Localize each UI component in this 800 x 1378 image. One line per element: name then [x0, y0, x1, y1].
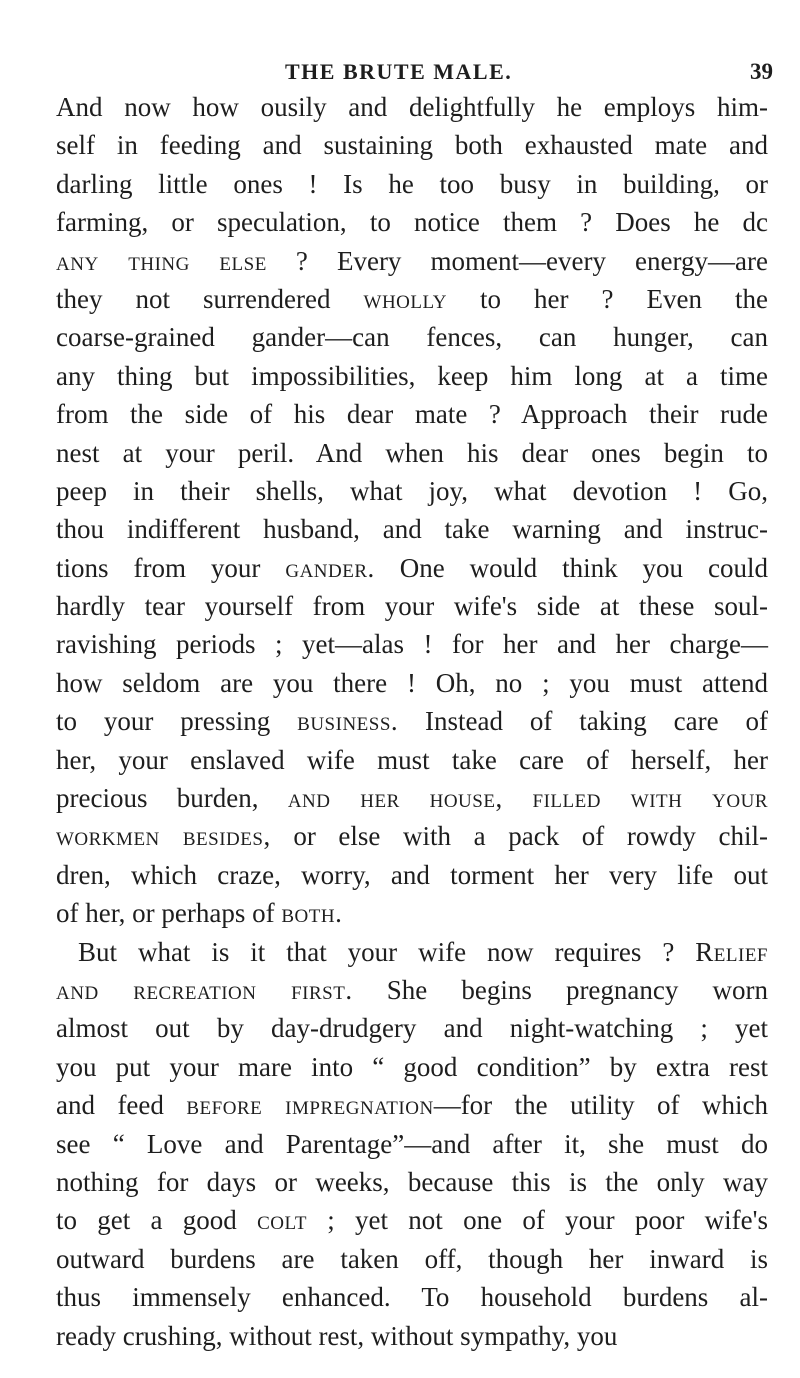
- small-caps-text: any thing else: [56, 245, 267, 276]
- text-line: [56, 165, 768, 203]
- text-run: of her, or perhaps of: [56, 898, 282, 929]
- text-run: ready crushing, without rest, without sympathy, you: [56, 1320, 618, 1351]
- text-line: [56, 1048, 768, 1086]
- text-line: [56, 242, 768, 280]
- text-run: hardly tear yourself from your wife's side at these soul-: [56, 591, 768, 622]
- text-line: [56, 1240, 768, 1278]
- text-line: [56, 779, 768, 817]
- text-run: thou indifferent husband, and take warning and instruc-: [56, 514, 768, 545]
- text-line: [56, 472, 768, 510]
- text-run: ? Every moment—every energy—are: [266, 245, 768, 276]
- text-line: [56, 625, 768, 663]
- text-run: dren, which craze, worry, and torment her very life out: [56, 859, 768, 890]
- text-run: tions from your: [56, 552, 286, 583]
- small-caps-text: business.: [297, 706, 399, 737]
- text-run: how seldom are you there ! Oh, no ; you must attend: [56, 667, 768, 698]
- body-text: [56, 88, 768, 1355]
- small-caps-text: Relief: [695, 936, 768, 967]
- text-line: [56, 894, 768, 932]
- text-line: [56, 971, 768, 1009]
- text-line: [56, 817, 768, 855]
- text-run: But what is it that your wife now requires ?: [78, 936, 696, 967]
- text-run: to your pressing: [56, 706, 298, 737]
- small-caps-text: colt: [257, 1205, 307, 1236]
- text-line: [56, 1125, 768, 1163]
- text-line: [56, 318, 768, 356]
- text-line: [56, 741, 768, 779]
- text-line: [56, 1009, 768, 1047]
- text-run: One would think you could: [374, 552, 768, 583]
- text-line: [56, 1278, 768, 1316]
- text-line: [56, 280, 768, 318]
- text-run: nest at your peril. And when his dear ones begin to: [56, 437, 768, 468]
- small-caps-text: gander.: [285, 552, 375, 583]
- text-run: And now how ousily and delightfully he employs him-: [56, 92, 768, 122]
- text-run: thus immensely enhanced. To household burdens al-: [56, 1282, 768, 1313]
- text-line: [56, 702, 768, 740]
- text-run: any thing but impossibilities, keep him long at a time: [56, 360, 768, 391]
- text-run: self in feeding and sustaining both exhausted mate and: [56, 130, 768, 161]
- text-run: ravishing periods ; yet—alas ! for her and her charge—: [56, 629, 768, 660]
- running-head-title: THE BRUTE MALE.: [285, 59, 513, 84]
- text-line: [56, 856, 768, 894]
- text-run: peep in their shells, what joy, what devotion ! Go,: [56, 475, 768, 506]
- text-line: [56, 587, 768, 625]
- small-caps-text: workmen besides,: [56, 821, 271, 852]
- small-caps-text: both.: [281, 898, 343, 929]
- text-line: [56, 510, 768, 548]
- text-run: precious burden,: [56, 783, 288, 814]
- text-run: and feed: [56, 1090, 187, 1121]
- text-run: —for the utility of which: [433, 1090, 768, 1121]
- text-run: see “ Love and Parentage”—and after it, she must do: [56, 1128, 768, 1159]
- running-head: [0, 52, 800, 92]
- text-run: ; yet not one of your poor wife's: [306, 1205, 768, 1236]
- text-line: [56, 1163, 768, 1201]
- text-run: Instead of taking care of: [398, 706, 768, 737]
- text-run: from the side of his dear mate ? Approach their rude: [56, 399, 768, 430]
- text-line: [56, 203, 768, 241]
- text-run: coarse-grained gander—can fences, can hunger, can: [56, 322, 768, 353]
- text-line: [56, 549, 768, 587]
- text-line: [56, 1086, 768, 1124]
- page-number: 39: [750, 59, 773, 84]
- text-run: to her ? Even the: [446, 283, 768, 314]
- small-caps-text: and her house, filled with your: [287, 783, 768, 814]
- text-run: to get a good: [56, 1205, 258, 1236]
- small-caps-text: before impregnation: [186, 1090, 434, 1121]
- text-run: farming, or speculation, to notice them ? Does he dc: [56, 207, 768, 238]
- text-run: her, your enslaved wife must take care of herself, her: [56, 744, 768, 775]
- small-caps-text: wholly: [363, 283, 447, 314]
- text-line: [56, 395, 768, 433]
- text-run: almost out by day-drudgery and night-watching ; yet: [56, 1013, 768, 1044]
- text-line: [56, 126, 768, 164]
- text-line: [56, 1201, 768, 1239]
- text-run: nothing for days or weeks, because this is the only way: [56, 1166, 768, 1197]
- text-line: [56, 434, 768, 472]
- text-run: they not surrendered: [56, 283, 364, 314]
- small-caps-text: and recreation first.: [56, 974, 353, 1005]
- text-line: [56, 933, 768, 971]
- text-run: She begins pregnancy worn: [352, 974, 768, 1005]
- text-run: or else with a pack of rowdy chil-: [270, 821, 768, 852]
- text-line: [56, 664, 768, 702]
- text-line: [56, 88, 768, 126]
- text-run: you put your mare into “ good condition” by extra rest: [56, 1051, 768, 1082]
- text-line: [56, 357, 768, 395]
- text-line: [56, 1317, 768, 1355]
- text-run: outward burdens are taken off, though her inward is: [56, 1243, 768, 1274]
- text-run: darling little ones ! Is he too busy in building, or: [56, 168, 768, 199]
